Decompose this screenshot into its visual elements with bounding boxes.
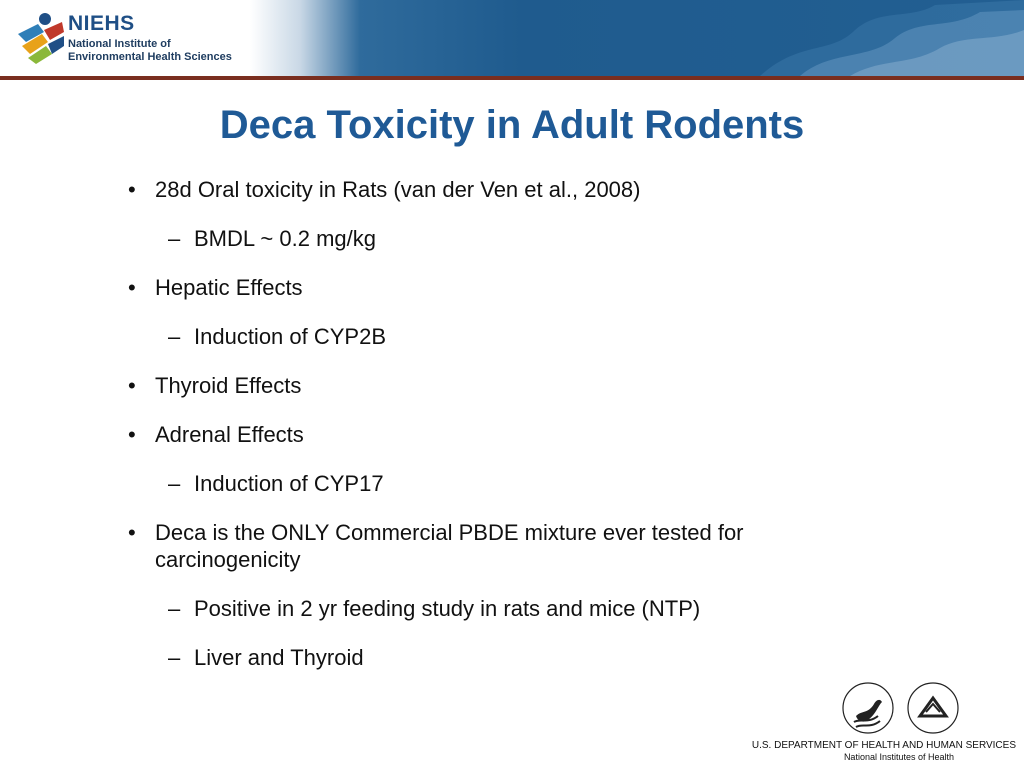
sub-bullet-marker: –: [168, 645, 181, 670]
bullet-marker: •: [128, 373, 136, 398]
nih-label: National Institutes of Health: [843, 752, 954, 762]
sub-bullet-item: [128, 225, 868, 252]
sub-bullet-item: [128, 644, 868, 671]
bullet-text: Adrenal Effects: [155, 422, 304, 447]
slide-title: Deca Toxicity in Adult Rodents: [219, 103, 805, 147]
bullet-list: [128, 176, 868, 671]
sub-bullet-text: Induction of CYP2B: [194, 324, 387, 349]
sub-bullet-marker: –: [168, 596, 181, 621]
sub-bullet-item: [128, 595, 868, 622]
sub-bullet-text: Liver and Thyroid: [194, 645, 364, 670]
bullet-marker: •: [128, 275, 136, 300]
bullet-text: Deca is the ONLY Commercial PBDE mixture ever tested for carcinogenicity: [155, 520, 744, 572]
header-banner: [0, 0, 1024, 76]
bullet-marker: •: [128, 177, 136, 202]
hhs-nih-seals-icon: [838, 680, 963, 740]
bullet-item: [128, 421, 868, 448]
bullet-text: Hepatic Effects: [155, 275, 303, 300]
sub-bullet-marker: –: [168, 471, 181, 496]
sub-bullet-text: BMDL ~ 0.2 mg/kg: [194, 226, 376, 251]
bullet-item: [128, 176, 868, 203]
bullet-marker: •: [128, 520, 136, 545]
sub-bullet-marker: –: [168, 324, 181, 349]
logo-name-line-2: Environmental Health Sciences: [68, 51, 232, 63]
wave-graphic: [760, 0, 1024, 76]
hhs-department-label: U.S. DEPARTMENT OF HEALTH AND HUMAN SERVICES: [751, 740, 1016, 751]
bullet-marker: •: [128, 422, 136, 447]
logo-name-line-1: National Institute of: [68, 38, 171, 50]
bullet-text: 28d Oral toxicity in Rats (van der Ven et al., 2008): [155, 177, 641, 202]
logo-acronym: NIEHS: [68, 12, 135, 35]
bullet-item: [128, 519, 868, 573]
bullet-item: [128, 274, 868, 301]
sub-bullet-text: Positive in 2 yr feeding study in rats and mice (NTP): [194, 596, 701, 621]
sub-bullet-item: [128, 323, 868, 350]
bullet-item: [128, 372, 868, 399]
header-divider: [0, 76, 1024, 80]
sub-bullet-item: [128, 470, 868, 497]
bullet-text: Thyroid Effects: [155, 373, 302, 398]
niehs-logo-icon: [14, 10, 66, 64]
sub-bullet-marker: –: [168, 226, 181, 251]
sub-bullet-text: Induction of CYP17: [194, 471, 384, 496]
